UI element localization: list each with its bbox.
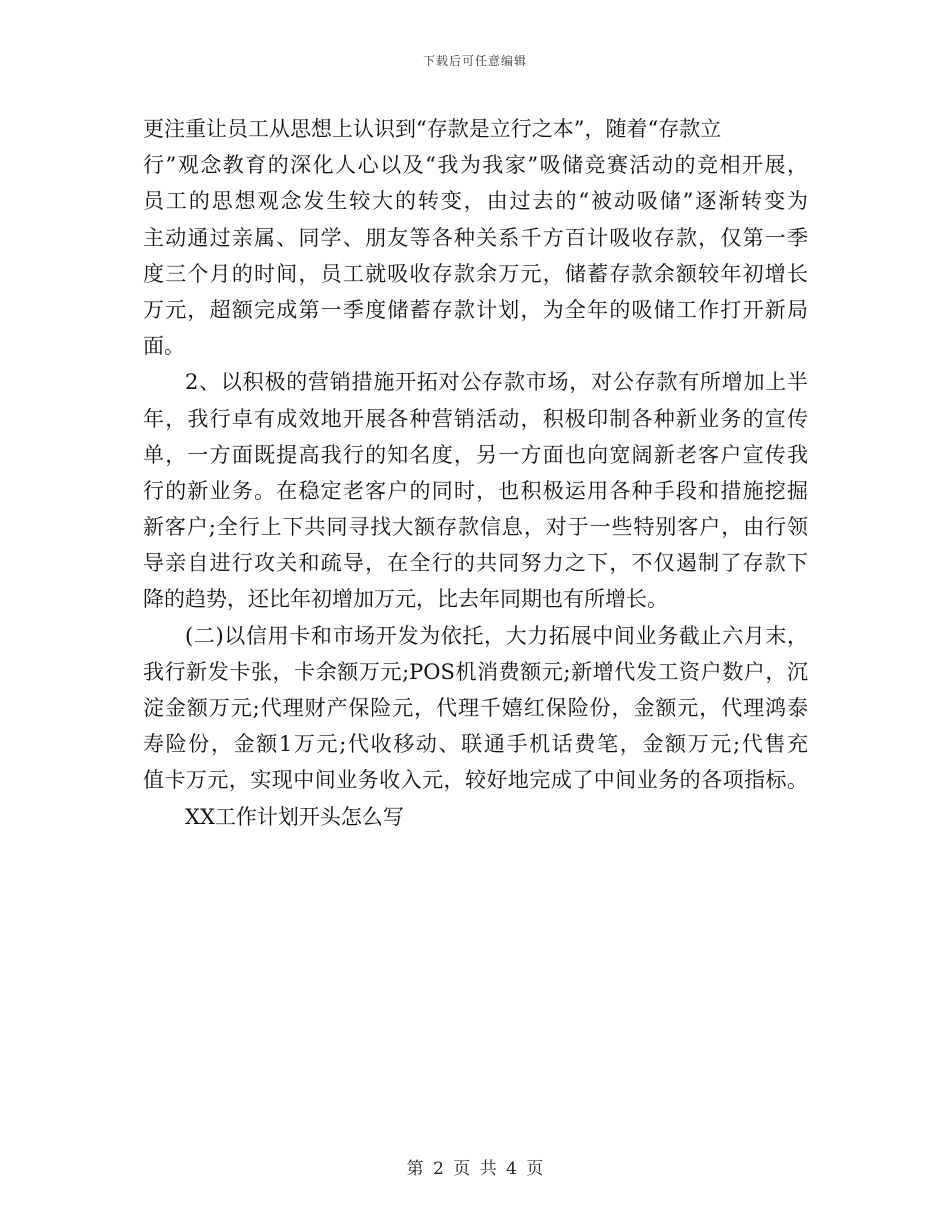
paragraph-line: 寿险份，金额1万元;代收移动、联通手机话费笔，金额万元;代售充 [143,732,808,757]
paragraph-line: 年，我行卓有成效地开展各种营销活动，积极印制各种新业务的宣传 [143,406,808,431]
paragraph-line: 我行新发卡张，卡余额万元;POS机消费额元;新增代发工资户数户，沉 [143,659,808,684]
page-header: 下载后可任意编辑 [422,54,527,68]
document-body [143,111,808,835]
paragraph-line: 主动通过亲属、同学、朋友等各种关系千方百计吸收存款，仅第一季 [143,225,808,250]
paragraph-line: 单，一方面既提高我行的知名度，另一方面也向宽阔新老客户宣传我 [143,442,808,467]
paragraph-line: 新客户;全行上下共同寻找大额存款信息，对于一些特别客户，由行领 [143,515,808,540]
paragraph-line: 淀金额万元;代理财产保险元，代理千嬉红保险份，金额元，代理鸿泰 [143,696,808,720]
paragraph-line: 行”观念教育的深化人心以及“我为我家”吸储竞赛活动的竞相开展， [143,153,808,178]
paragraph-line: 度三个月的时间，员工就吸收存款余万元，储蓄存款余额较年初增长 [143,261,808,286]
paragraph-line: 导亲自进行攻关和疏导，在全行的共同努力之下，不仅遏制了存款下 [143,551,808,576]
paragraph-line: 值卡万元，实现中间业务收入元，较好地完成了中间业务的各项指标。 [143,768,808,793]
paragraph-line: 万元，超额完成第一季度储蓄存款计划，为全年的吸储工作打开新局 [143,297,808,322]
paragraph-line: (二)以信用卡和市场开发为依托，大力拓展中间业务截止六月末， [185,623,808,648]
paragraph-line: 更注重让员工从思想上认识到“存款是立行之本”，随着“存款立 [143,117,722,141]
paragraph-line: 面。 [143,334,185,359]
paragraph-line: 降的趋势，还比年初增加万元，比去年同期也有所增长。 [143,587,668,612]
paragraph-line: XX工作计划开头怎么写 [185,804,404,829]
paragraph-line: 员工的思想观念发生较大的转变，由过去的“被动吸储”逐渐转变为 [143,189,808,214]
paragraph-line: 2、以积极的营销措施开拓对公存款市场，对公存款有所增加上半 [185,370,808,395]
paragraph-line: 行的新业务。在稳定老客户的同时，也积极运用各种手段和措施挖掘 [143,478,808,503]
page-footer: 第 2 页 共 4 页 [406,1159,544,1179]
